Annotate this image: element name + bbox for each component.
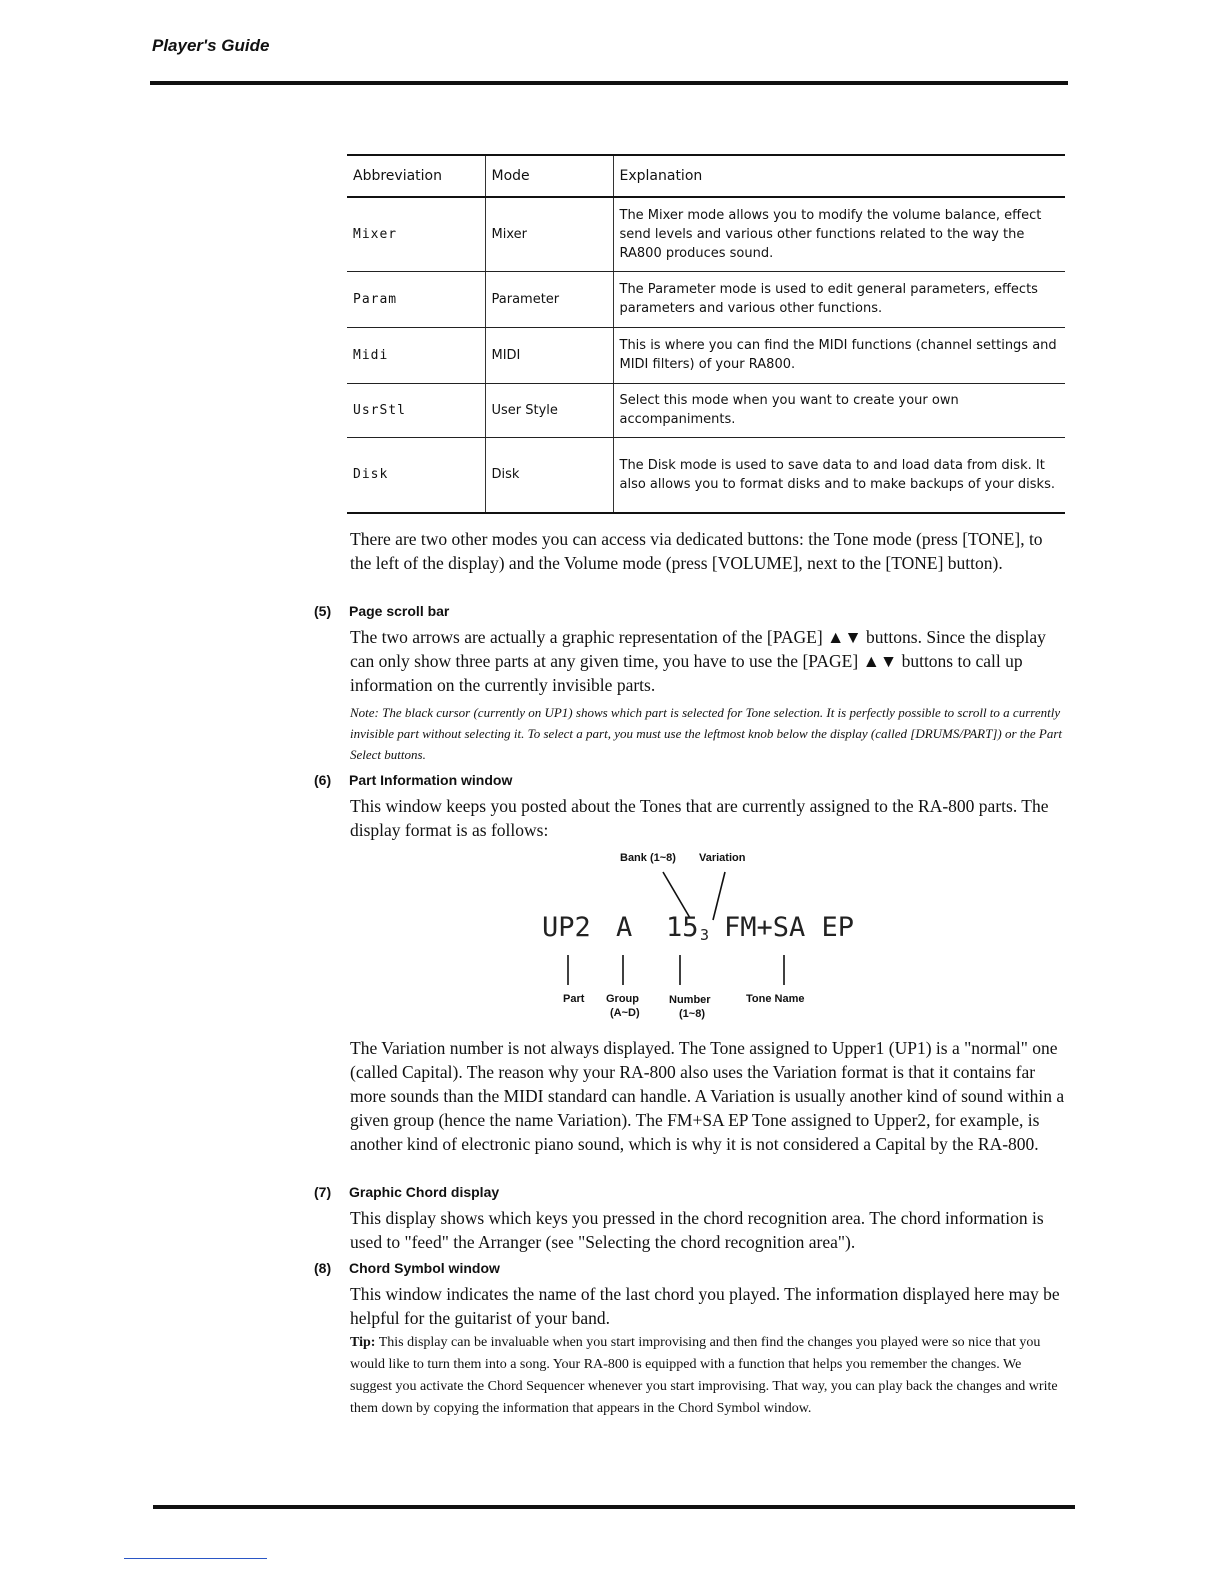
table-row [347, 437, 1065, 513]
part-label: Part [563, 993, 585, 1005]
part-display-diagram [540, 850, 900, 1030]
header-mode: Mode [485, 155, 613, 197]
footer-link-line [124, 1558, 267, 1559]
abbr-cell: Midi [347, 327, 485, 383]
lcd-part: UP2 [542, 912, 591, 943]
lcd-group: A [616, 912, 633, 943]
abbr-cell: Param [347, 271, 485, 327]
section-number: (6) [314, 772, 332, 788]
footer-rule [153, 1505, 1075, 1509]
explanation-cell: Select this mode when you want to create your own accompaniments. [613, 383, 1065, 437]
section-title: Chord Symbol window [349, 1260, 500, 1276]
page-scroll-note: Note: The black cursor (currently on UP1) shows which part is selected for Tone selection. It is perfectly possible to scroll to a currently invisible part without selecting it. To select a part, you must use the leftmost knob below the display (called [DRUMS/PART]) or the Part Select buttons. [350, 705, 1063, 762]
table-row [347, 327, 1065, 383]
mode-cell: Disk [485, 437, 613, 513]
chord-symbol-body: This window indicates the name of the last chord you played. The information displayed here may be helpful for the guitarist of your band. [350, 1284, 1060, 1328]
header-abbreviation: Abbreviation [347, 155, 485, 197]
explanation-cell: This is where you can find the MIDI functions (channel settings and MIDI filters) of your RA800. [613, 327, 1065, 383]
mode-cell: MIDI [485, 327, 613, 383]
tip-label: Tip: [350, 1335, 376, 1350]
section-title: Graphic Chord display [349, 1184, 500, 1200]
table-row [347, 271, 1065, 327]
mode-table [347, 154, 1065, 514]
mode-cell: Parameter [485, 271, 613, 327]
abbr-cell: Disk [347, 437, 485, 513]
number-label: Number [669, 994, 711, 1006]
intro-paragraph: There are two other modes you can access via dedicated buttons: the Tone mode (press [TONE], to the left of the display) and the Volume mode (press [VOLUME], next to the [TONE] button). [350, 529, 1043, 573]
section-title: Part Information window [349, 772, 513, 788]
explanation-cell: The Parameter mode is used to edit general parameters, effects parameters and various other functions. [613, 271, 1065, 327]
lcd-number: 15 [666, 912, 699, 943]
part-info-body: This window keeps you posted about the Tones that are currently assigned to the RA-800 parts. The display format is as follows: [350, 796, 1049, 840]
part-info-after: The Variation number is not always displayed. The Tone assigned to Upper1 (UP1) is a "normal" one (called Capital). The reason why your RA-800 also uses the Variation format is that it contains far more sounds than the MIDI standard can handle. A Variation is usually another kind of sound within a given group (hence the name Variation). The FM+SA EP Tone assigned to Upper2, for example, is another kind of electronic piano sound, which is why it is not considered a Capital by the RA-800. [350, 1038, 1065, 1154]
graphic-chord-body: This display shows which keys you pressed in the chord recognition area. The chord information is used to "feed" the Arranger (see "Selecting the chord recognition area"). [350, 1208, 1044, 1252]
mode-cell: Mixer [485, 197, 613, 271]
table-row [347, 383, 1065, 437]
variation-label: Variation [699, 852, 746, 864]
section-number: (8) [314, 1260, 332, 1276]
tip-text: This display can be invaluable when you start improvising and then find the changes you played were so nice that you would like to turn them into a song. Your RA-800 is equipped with a function that helps you remember the changes. We suggest you activate the Chord Sequencer whenever you start improvising. That way, you can play back the changes and write them down by copying the information that appears in the Chord Symbol window. [350, 1335, 1058, 1416]
page-header-title: Player's Guide [152, 36, 270, 55]
group-range-label: (A~D) [610, 1007, 640, 1019]
number-range-label: (1~8) [679, 1008, 705, 1020]
table-header-row [347, 155, 1065, 197]
abbr-cell: Mixer [347, 197, 485, 271]
chord-symbol-tip [350, 1332, 1066, 1420]
section-number: (5) [314, 603, 332, 619]
section-title: Page scroll bar [349, 603, 450, 619]
group-label: Group [606, 993, 639, 1005]
explanation-cell: The Mixer mode allows you to modify the volume balance, effect send levels and various other functions related to the way the RA800 produces sound. [613, 197, 1065, 271]
lcd-tone-name: FM+SA EP [724, 912, 855, 943]
lcd-variation: 3 [700, 926, 710, 944]
page-scroll-body: The two arrows are actually a graphic representation of the [PAGE] ▲▼ buttons. Since the display can only show three parts at any given time, you have to use the [PAGE] ▲▼ buttons to call up information on the currently invisible parts. [350, 627, 1046, 695]
bank-label: Bank (1~8) [620, 852, 676, 864]
mode-cell: User Style [485, 383, 613, 437]
header-explanation: Explanation [613, 155, 1065, 197]
table-row [347, 197, 1065, 271]
header-rule [150, 81, 1068, 85]
abbr-cell: UsrStl [347, 383, 485, 437]
explanation-cell: The Disk mode is used to save data to and load data from disk. It also allows you to format disks and to make backups of your disks. [613, 437, 1065, 513]
tone-name-label: Tone Name [746, 993, 805, 1005]
section-number: (7) [314, 1184, 332, 1200]
